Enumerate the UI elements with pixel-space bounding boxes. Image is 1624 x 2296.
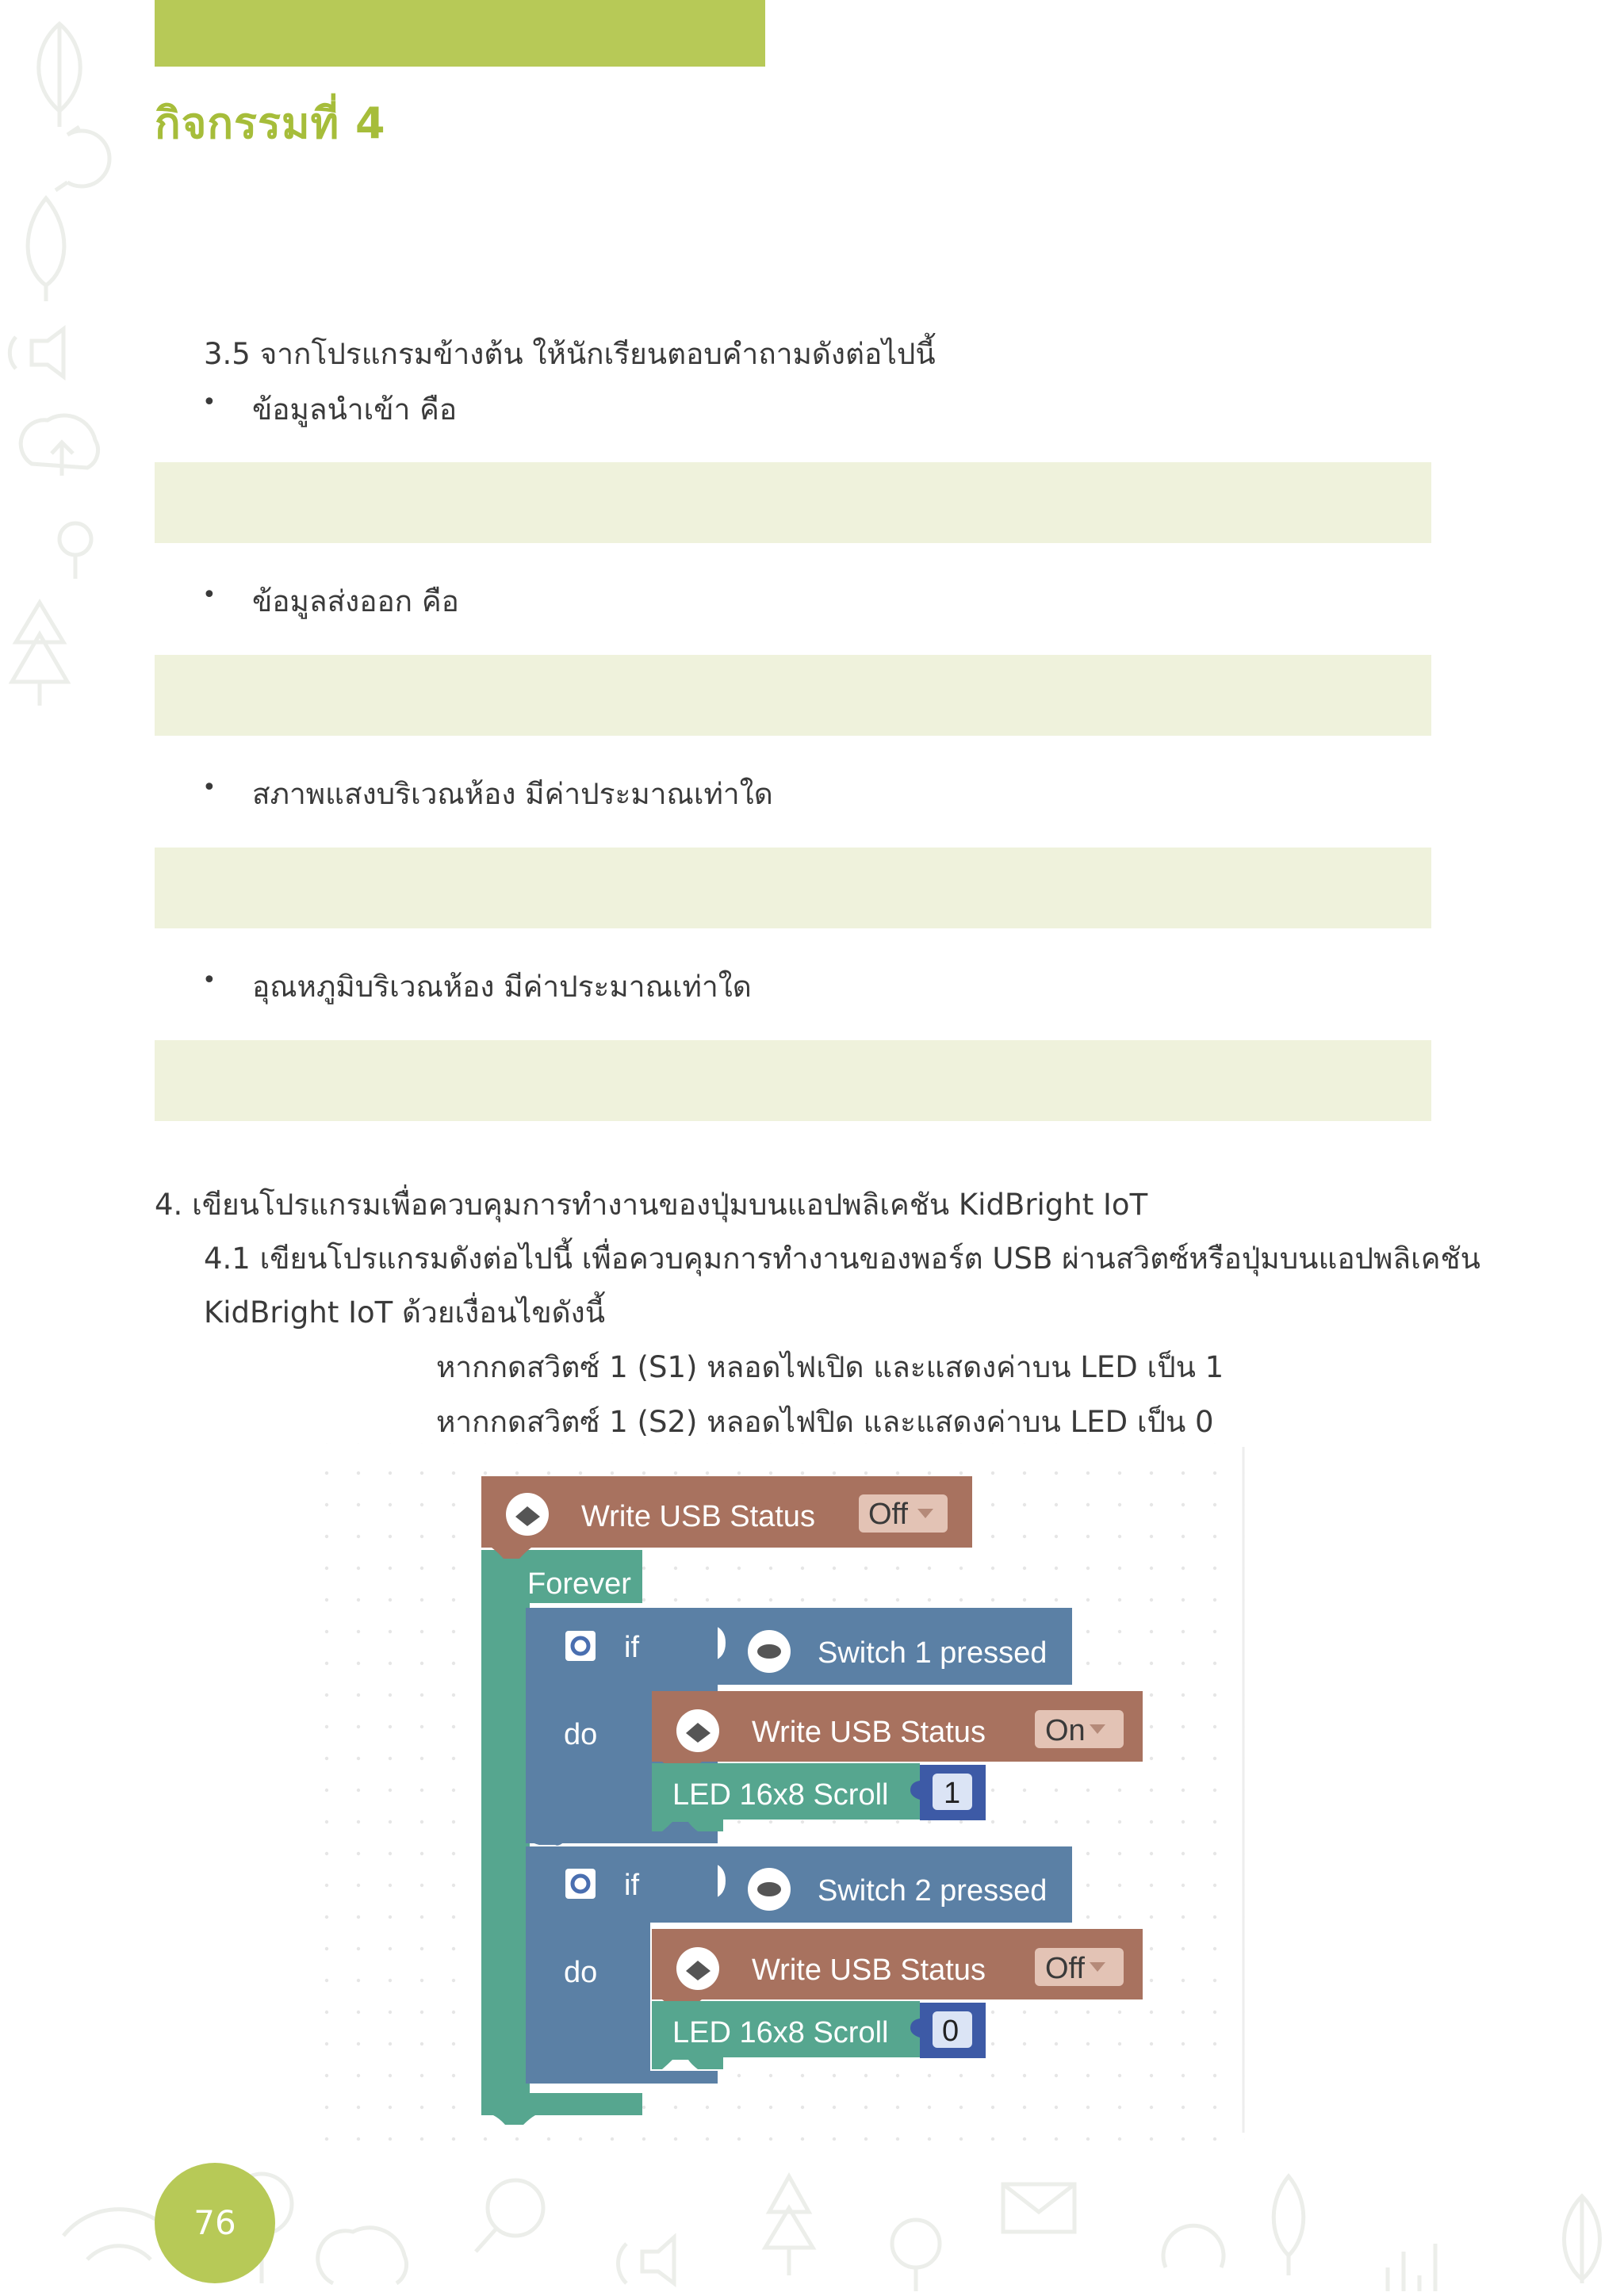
speaker-icon xyxy=(618,2237,674,2283)
task-heading: 4. เขียนโปรแกรมเพื่อควบคุมการทำงานของปุ่มบนแอปพลิเคชัน KidBright IoT xyxy=(155,1188,1148,1222)
forever-label: Forever xyxy=(527,1567,631,1601)
question-heading: 3.5 จากโปรแกรมข้างต้น ให้นักเรียนตอบคำถามดังต่อไปนี้ xyxy=(204,337,936,371)
switch-icon-button xyxy=(757,1882,781,1896)
task-description: 4.1 เขียนโปรแกรมดังต่อไปนี้ เพื่อควบคุมการทำงานของพอร์ต USB ผ่านสวิตซ์หรือปุ่มบนแอปพลิเคชัน xyxy=(204,1242,1480,1276)
pine-icon xyxy=(765,2176,813,2275)
if-keyword: if xyxy=(624,1631,639,1664)
switch-icon-button xyxy=(757,1644,781,1659)
recycle-icon xyxy=(56,127,109,190)
bar-icon xyxy=(1388,2244,1435,2291)
header-bar xyxy=(155,0,765,67)
bullet: • xyxy=(202,388,216,416)
mail-icon xyxy=(1003,2184,1074,2232)
if-keyword: if xyxy=(624,1869,639,1902)
answer-box[interactable] xyxy=(155,1040,1431,1121)
do-keyword: do xyxy=(564,1718,598,1751)
block-workspace xyxy=(301,1443,1245,2141)
bullet: • xyxy=(202,966,216,994)
tree-icon xyxy=(28,198,64,301)
cloud-icon xyxy=(318,2228,407,2283)
dropdown-value: Off xyxy=(868,1498,908,1531)
task-description-cont: KidBright IoT ด้วยเงื่อนไขดังนี้ xyxy=(204,1295,606,1330)
condition-label: Switch 1 pressed xyxy=(818,1636,1048,1670)
page-number: 76 xyxy=(155,2163,275,2283)
write-usb-on-block[interactable] xyxy=(652,1691,1143,1772)
switch-2-condition[interactable] xyxy=(714,1846,1072,1923)
bullet: • xyxy=(202,581,216,609)
pin-icon xyxy=(892,2220,940,2291)
write-usb-off-block[interactable] xyxy=(652,1929,1143,2010)
bullet: • xyxy=(202,774,216,802)
led-block-label: LED 16x8 Scroll xyxy=(672,2016,889,2049)
switch-1-condition[interactable] xyxy=(714,1608,1072,1685)
usb-status-dropdown[interactable] xyxy=(859,1494,948,1533)
recycle-icon xyxy=(1163,2225,1224,2267)
dropdown-value: Off xyxy=(1045,1952,1085,1985)
led-block-label: LED 16x8 Scroll xyxy=(672,1778,889,1812)
question-output-data: ข้อมูลส่งออก คือ xyxy=(252,584,459,618)
speaker-icon xyxy=(10,329,63,377)
leaf-icon xyxy=(1274,2176,1304,2275)
cloud-upload-icon xyxy=(21,415,98,476)
question-temperature: อุณหภูมิบริเวณห้อง มีค่าประมาณเท่าใด xyxy=(252,970,752,1004)
usb-status-dropdown[interactable] xyxy=(1035,1948,1124,1986)
gear-icon xyxy=(565,1631,596,1661)
answer-box[interactable] xyxy=(155,462,1431,543)
condition-s2: หากกดสวิตซ์ 1 (S2) หลอดไฟปิด และแสดงค่าบน LED เป็น 0 xyxy=(436,1405,1214,1439)
leaf-icon xyxy=(39,24,81,127)
number-value: 1 xyxy=(944,1777,961,1810)
pine-icon xyxy=(12,603,67,706)
do-keyword: do xyxy=(564,1956,598,1989)
gear-icon xyxy=(565,1869,596,1899)
number-value: 0 xyxy=(942,2015,959,2048)
dropdown-value: On xyxy=(1045,1714,1086,1747)
search-icon xyxy=(476,2180,543,2252)
leaf-icon xyxy=(1565,2196,1600,2283)
pin-icon xyxy=(59,523,91,579)
question-light-level: สภาพแสงบริเวณห้อง มีค่าประมาณเท่าใด xyxy=(252,777,773,811)
answer-box[interactable] xyxy=(155,848,1431,928)
write-block-label: Write USB Status xyxy=(752,1954,986,1987)
usb-status-dropdown[interactable] xyxy=(1035,1710,1124,1748)
write-usb-init-block[interactable] xyxy=(481,1476,972,1559)
question-input-data: ข้อมูลนำเข้า คือ xyxy=(252,392,458,427)
page-title: กิจกรรมที่ 4 xyxy=(155,98,386,148)
answer-box[interactable] xyxy=(155,655,1431,736)
condition-s1: หากกดสวิตซ์ 1 (S1) หลอดไฟเปิด และแสดงค่าบน LED เป็น 1 xyxy=(436,1350,1224,1384)
write-block-label: Write USB Status xyxy=(752,1716,986,1749)
condition-label: Switch 2 pressed xyxy=(818,1874,1048,1908)
init-block-label: Write USB Status xyxy=(581,1500,815,1533)
